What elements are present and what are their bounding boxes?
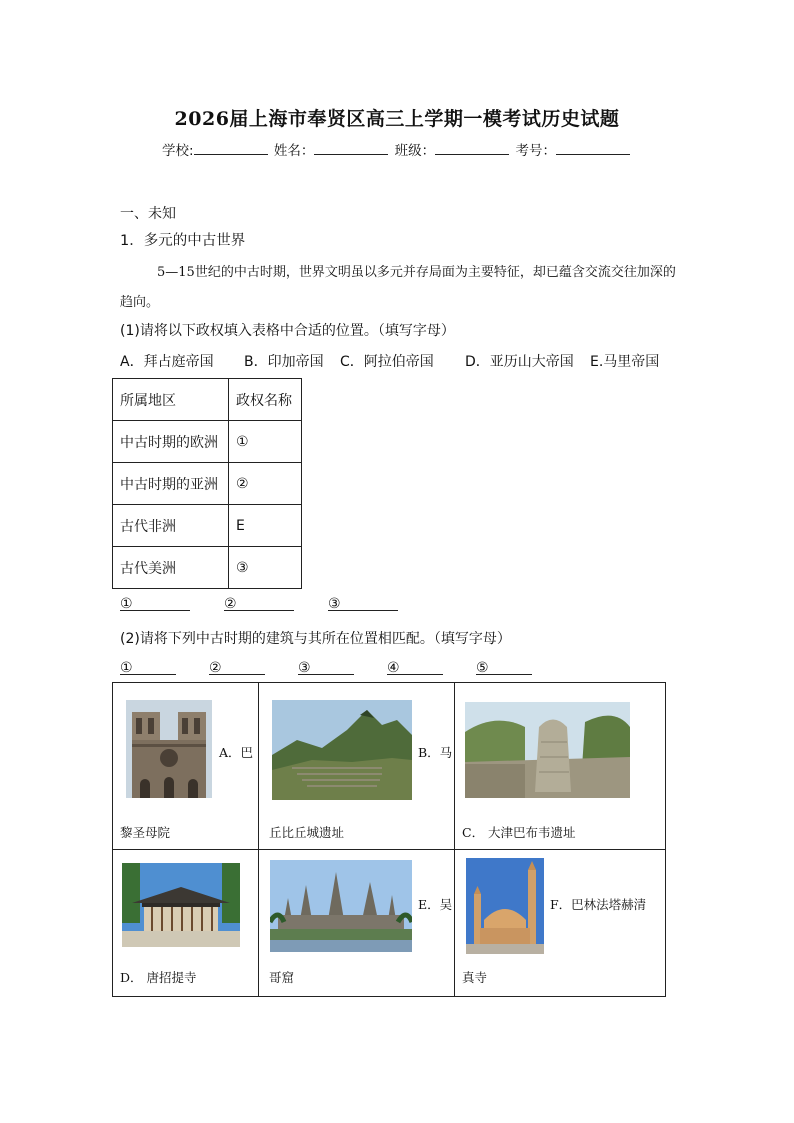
machu-picchu-photo: [272, 700, 412, 800]
page-title: 2026届上海市奉贤区高三上学期一模考试历史试题: [174, 108, 620, 130]
building-a-bottom-caption: 黎圣母院: [120, 825, 171, 840]
table-cell: ②: [229, 463, 302, 505]
option-a: A．拜占庭帝国: [120, 354, 214, 370]
building-e-side-caption: E．吴: [418, 897, 453, 912]
answer-blank[interactable]: [387, 660, 443, 675]
table-cell: E: [229, 505, 302, 547]
section-heading: 一、未知: [120, 206, 176, 222]
option-b: B．印加帝国: [244, 354, 324, 370]
table-row: [113, 547, 302, 589]
building-cell: [259, 850, 455, 997]
table-cell: ①: [229, 421, 302, 463]
question-1-intro: 5—15世纪的中古时期，世界文明虽以多元并存局面为主要特征，却已蕴含交流交往加深的趋向。: [120, 265, 676, 310]
answer-label: ③: [298, 660, 311, 676]
part-2-prompt: (2)请将下列中古时期的建筑与其所在位置相匹配。（填写字母）: [120, 631, 511, 647]
table-cell: 古代非洲: [113, 505, 229, 547]
toshodaiji-photo: [122, 863, 240, 947]
student-info-line: [0, 139, 794, 159]
school-label: 学校:: [162, 143, 194, 159]
answer-blank[interactable]: [476, 660, 532, 675]
option-e: E.马里帝国: [590, 354, 660, 370]
building-a-side-caption: A．巴: [219, 745, 254, 760]
table-header: 政权名称: [229, 379, 302, 421]
question-1-title: 1．多元的中古世界: [120, 233, 246, 249]
buildings-table: [112, 682, 666, 997]
building-f-side-caption: F．巴林法塔赫清: [550, 897, 647, 912]
answer-label: ②: [224, 596, 237, 612]
building-cell: [113, 683, 259, 850]
al-fateh-mosque-photo: [466, 858, 544, 954]
school-blank[interactable]: [194, 140, 268, 155]
building-e-bottom-caption: 哥窟: [269, 970, 295, 985]
answer-blank[interactable]: [224, 596, 294, 611]
class-label: 班级：: [394, 143, 436, 159]
building-f-bottom-caption: 真寺: [462, 970, 488, 985]
answer-label: ①: [120, 596, 133, 612]
building-cell: [455, 683, 666, 850]
answer-label: ④: [387, 660, 400, 676]
table-header: 所属地区: [113, 379, 229, 421]
building-cell: [455, 850, 666, 997]
answer-blank[interactable]: [209, 660, 265, 675]
answer-label: ③: [328, 596, 341, 612]
part-1-prompt: (1)请将以下政权填入表格中合适的位置。（填写字母）: [120, 323, 455, 339]
table-cell: 古代美洲: [113, 547, 229, 589]
class-blank[interactable]: [435, 140, 509, 155]
great-zimbabwe-photo: [465, 702, 630, 798]
answer-label: ②: [209, 660, 222, 676]
table-row: [113, 505, 302, 547]
angkor-wat-photo: [270, 860, 412, 952]
answer-label: ⑤: [476, 660, 489, 676]
table-row: [113, 850, 666, 997]
table-row: [113, 463, 302, 505]
answer-blank[interactable]: [120, 596, 190, 611]
answer-blank[interactable]: [328, 596, 398, 611]
option-d: D．亚历山大帝国: [465, 354, 574, 370]
option-c: C．阿拉伯帝国: [340, 354, 434, 370]
name-blank[interactable]: [314, 140, 388, 155]
answer-blank[interactable]: [120, 660, 176, 675]
building-cell: [259, 683, 455, 850]
building-d-bottom-caption: D． 唐招提寺: [120, 970, 197, 985]
building-c-bottom-caption: C． 大津巴布韦遗址: [462, 825, 576, 840]
exam-no-label: 考号：: [515, 143, 556, 159]
table-cell: 中古时期的亚洲: [113, 463, 229, 505]
table-cell: ③: [229, 547, 302, 589]
answer-blank[interactable]: [298, 660, 354, 675]
table-row: [113, 683, 666, 850]
table-header-row: [113, 379, 302, 421]
building-cell: [113, 850, 259, 997]
table-row: [113, 421, 302, 463]
name-label: 姓名：: [273, 143, 315, 159]
exam-no-blank[interactable]: [556, 140, 630, 155]
building-b-bottom-caption: 丘比丘城遗址: [269, 825, 345, 840]
answer-label: ①: [120, 660, 133, 676]
notre-dame-photo: [126, 700, 212, 798]
regime-table: [112, 378, 302, 589]
building-b-side-caption: B．马: [418, 745, 453, 760]
table-cell: 中古时期的欧洲: [113, 421, 229, 463]
